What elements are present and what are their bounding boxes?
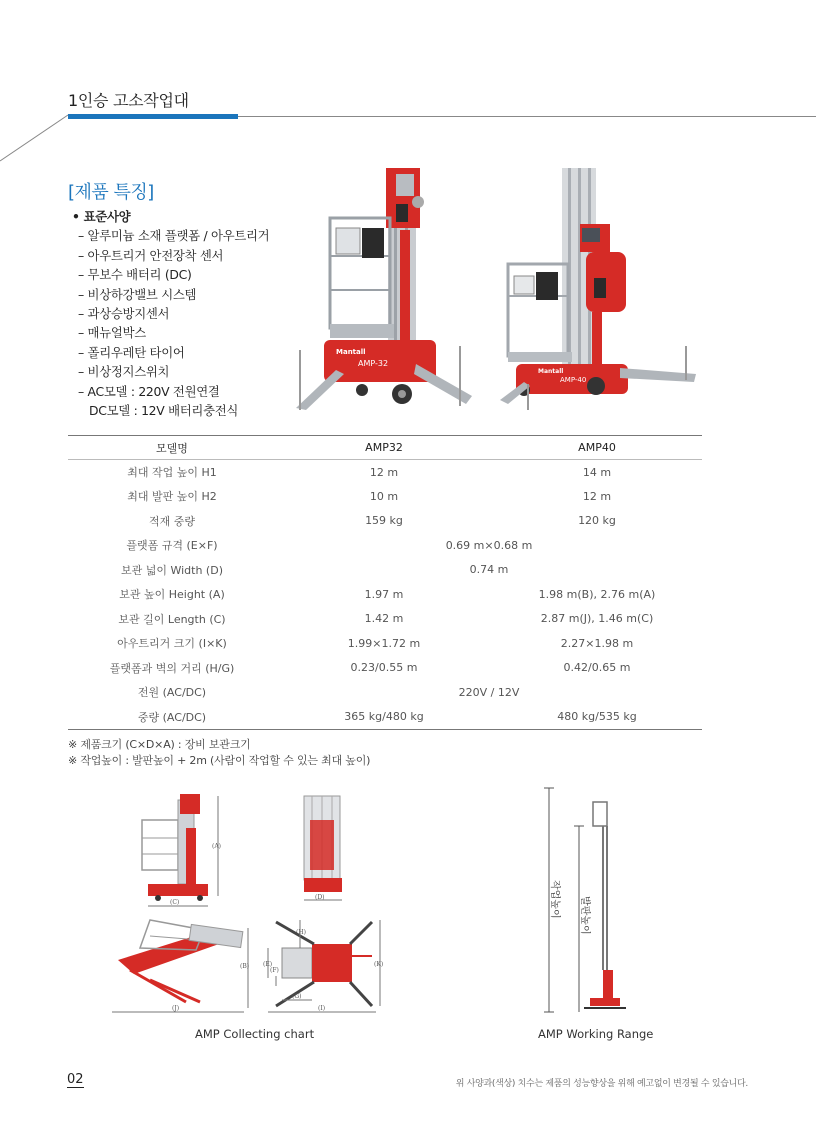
amp40-value: 14 m — [582, 465, 612, 479]
amp40-value: 1.98 m(B), 2.76 m(A) — [538, 587, 656, 601]
spec-table — [68, 435, 702, 730]
feature-item-continuation: DC모델 : 12V 배터리충전식 — [89, 403, 239, 419]
row-label: 최대 작업 높이 H1 — [127, 466, 217, 479]
feature-group-head: • 표준사양 — [72, 209, 131, 224]
row-label: 플랫폼과 벽의 거리 (H/G) — [109, 661, 235, 675]
dimension-diagrams — [0, 780, 816, 1050]
header-amp32: AMP32 — [276, 436, 492, 460]
feature-item: – 무보수 배터리 (DC) — [78, 267, 192, 283]
dim-label-c: (C) — [170, 899, 180, 906]
dim-label-e: (E) — [263, 961, 273, 968]
table-row — [68, 680, 702, 705]
feature-item: – 매뉴얼박스 — [78, 325, 146, 341]
shared-value: 0.69 m×0.68 m — [445, 538, 533, 552]
feature-item: – 비상정지스위치 — [78, 364, 170, 380]
shared-value: 0.74 m — [469, 563, 509, 577]
amp40-photo — [500, 168, 696, 412]
table-row — [68, 705, 702, 730]
amp40-value: 2.27×1.98 m — [560, 636, 634, 650]
top-view-diagram — [263, 920, 383, 1012]
dim-label-a: (A) — [212, 843, 222, 850]
row-label: 보관 넓이 Width (D) — [120, 563, 223, 577]
amp32-value: 1.99×1.72 m — [347, 636, 421, 650]
spec-notes — [68, 737, 370, 768]
feature-item: – 비상하강밸브 시스템 — [78, 286, 197, 302]
dim-label-b: (B) — [240, 963, 250, 970]
amp40-brand-label: Mantall — [538, 368, 564, 375]
row-label: 보관 높이 Height (A) — [119, 588, 225, 602]
note-item: ※ 작업높이 : 발판높이 + 2m (사람이 작업할 수 있는 최대 높이) — [68, 753, 371, 767]
footer-disclaimer: 위 사양과(색상) 치수는 제품의 성능향상을 위해 예고없이 변경될 수 있습니다. — [455, 1079, 748, 1089]
row-label: 최대 발판 높이 H2 — [127, 490, 217, 504]
shared-value: 220V / 12V — [458, 685, 520, 699]
features-title: [제품 특징] — [68, 182, 154, 203]
header-amp40: AMP40 — [492, 436, 702, 460]
feature-item: – 알루미늄 소재 플랫폼 / 아우트리거 — [78, 228, 270, 244]
row-label: 전원 (AC/DC) — [137, 686, 207, 700]
working-range-caption: AMP Working Range — [538, 1027, 654, 1041]
row-label: 아우트리거 크기 (I×K) — [117, 637, 227, 651]
table-row — [68, 582, 702, 607]
dim-label-i: (I) — [318, 1005, 326, 1012]
amp40-model-label: AMP-40 — [560, 376, 587, 384]
table-row — [68, 484, 702, 509]
title-rule — [238, 116, 816, 117]
feature-list — [72, 207, 269, 420]
title-accent-bar — [68, 114, 238, 119]
header-model: 모델명 — [68, 436, 276, 460]
table-row — [68, 509, 702, 534]
amp32-model-label: AMP-32 — [358, 359, 389, 368]
amp40-value: 0.42/0.65 m — [563, 661, 631, 675]
amp32-value: 159 kg — [365, 514, 403, 528]
corner-diagonal-line — [0, 114, 70, 162]
side-view-diagram — [142, 794, 221, 906]
table-header-row — [68, 436, 702, 460]
amp40-value: 480 kg/535 kg — [492, 705, 702, 730]
row-label: 적재 중량 — [148, 514, 195, 528]
dim-label-f: (F) — [270, 967, 279, 974]
amp32-value: 1.97 m — [364, 587, 404, 601]
amp32-value: 12 m — [369, 465, 399, 479]
page-number: 02 — [67, 1072, 84, 1087]
dim-label-j: (J) — [172, 1005, 180, 1012]
dim-label-g: (G) — [292, 993, 302, 1000]
dim-label-h: (H) — [296, 929, 306, 936]
amp32-value: 1.42 m — [364, 612, 404, 626]
amp32-value: 0.23/0.55 m — [350, 661, 418, 675]
collecting-chart-caption: AMP Collecting chart — [195, 1027, 315, 1041]
note-item: ※ 제품크기 (C×D×A) : 장비 보관크기 — [68, 738, 251, 751]
amp40-value: 2.87 m(J), 1.46 m(C) — [540, 612, 654, 626]
amp40-value: 12 m — [582, 489, 612, 503]
table-row — [68, 656, 702, 681]
table-row — [68, 631, 702, 656]
table-row — [68, 533, 702, 558]
page-title: 1인승 고소작업대 — [68, 91, 189, 110]
front-view-diagram — [304, 796, 342, 901]
table-row — [68, 558, 702, 583]
row-label: 중량 (AC/DC) — [68, 705, 276, 730]
amp40-value: 120 kg — [578, 514, 616, 528]
dim-label-k: (K) — [374, 961, 384, 968]
feature-item: – 과상승방지센서 — [78, 306, 170, 322]
row-label: 보관 길이 Length (C) — [118, 612, 226, 626]
feature-item: – 폴리우레탄 타이어 — [78, 344, 185, 360]
amp32-value: 10 m — [369, 489, 399, 503]
feature-item: – 아우트리거 안전장착 센서 — [78, 247, 224, 263]
work-height-label: 작업높이 — [549, 880, 560, 919]
feature-item: – AC모델 : 220V 전원연결 — [78, 383, 220, 399]
row-label: 플랫폼 규격 (E×F) — [126, 539, 218, 553]
amp32-value: 365 kg/480 kg — [276, 705, 492, 730]
stowed-view-diagram — [112, 920, 249, 1012]
table-row — [68, 607, 702, 632]
amp32-brand-label: Mantall — [336, 348, 366, 356]
platform-height-label: 발판높이 — [579, 896, 590, 935]
table-row — [68, 460, 702, 485]
amp32-photo — [296, 160, 472, 412]
dim-label-d: (D) — [315, 894, 325, 901]
